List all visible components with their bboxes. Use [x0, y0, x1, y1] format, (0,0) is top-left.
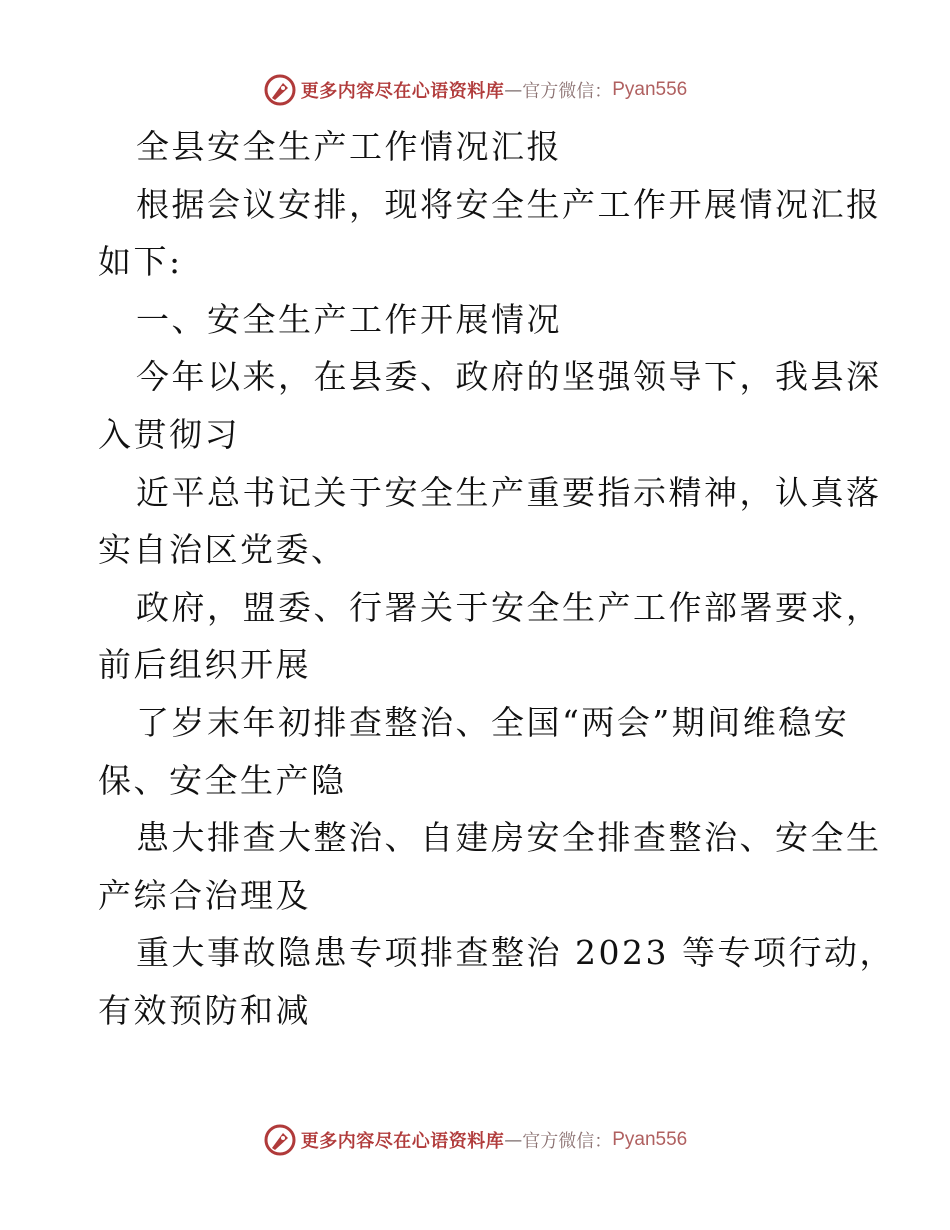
paragraph-line: 了岁末年初排查整治、全国“两会”期间维稳安: [136, 702, 850, 742]
paragraph-line: 如下:: [98, 242, 183, 282]
banner-separator: —: [504, 1129, 523, 1151]
section-heading: 一、安全生产工作开展情况: [136, 299, 562, 339]
banner-separator: —: [504, 79, 523, 101]
paragraph-line: 政府，盟委、行署关于安全生产工作部署要求，: [136, 587, 882, 627]
paragraph-line: 患大排查大整治、自建房安全排查整治、安全生: [136, 818, 882, 858]
pen-nib-icon: [263, 73, 297, 107]
paragraph-line: 今年以来，在县委、政府的坚强领导下，我县深: [136, 357, 882, 397]
promo-text: 更多内容尽在心语资料库: [300, 81, 505, 102]
paragraph-line: 近平总书记关于安全生产重要指示精神，认真落: [136, 472, 882, 512]
promo-text: 更多内容尽在心语资料库: [300, 1131, 505, 1152]
pen-nib-icon: [263, 1123, 297, 1157]
footer-banner: [0, 1120, 950, 1160]
paragraph-line: 产综合治理及: [98, 875, 311, 915]
paragraph-line: 前后组织开展: [98, 645, 311, 685]
paragraph-line: 入贯彻习: [98, 414, 240, 454]
paragraph-line: 根据会议安排，现将安全生产工作开展情况汇报: [136, 184, 882, 224]
paragraph-line: 有效预防和减: [98, 990, 311, 1030]
wechat-label: 官方微信：: [522, 1131, 613, 1152]
wechat-id: Pyan556: [612, 1129, 688, 1150]
wechat-label: 官方微信：: [522, 81, 613, 102]
paragraph-line: 实自治区党委、: [98, 530, 347, 570]
paragraph-line: 保、安全生产隐: [98, 760, 347, 800]
header-banner: [0, 70, 950, 110]
wechat-id: Pyan556: [612, 79, 688, 100]
document-title: 全县安全生产工作情况汇报: [136, 127, 562, 166]
document-body: [98, 118, 895, 1040]
paragraph-line: 重大事故隐患专项排查整治 2023 等专项行动，: [136, 933, 895, 973]
